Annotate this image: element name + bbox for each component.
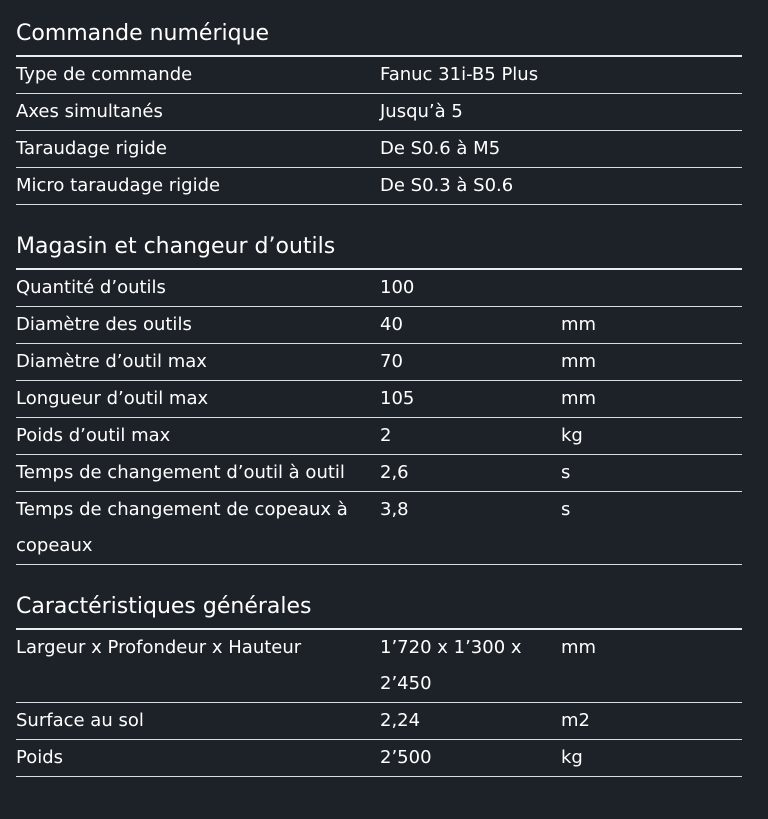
table-row — [16, 381, 742, 418]
section-title-magasin: Magasin et changeur d’outils — [16, 205, 742, 270]
spec-sheet — [16, 0, 742, 777]
row-unit: mm — [561, 314, 597, 335]
row-label: Micro taraudage rigide — [16, 175, 221, 196]
row-unit: s — [561, 462, 571, 483]
row-label: Temps de changement de copeaux à copeaux — [16, 499, 348, 556]
row-value: 2,6 — [380, 462, 409, 483]
table-row — [16, 630, 742, 703]
row-unit: mm — [561, 388, 597, 409]
row-unit: kg — [561, 425, 583, 446]
row-value: 3,8 — [380, 499, 409, 520]
row-label: Longueur d’outil max — [16, 388, 209, 409]
row-unit — [561, 131, 742, 167]
row-unit: mm — [561, 637, 597, 658]
row-label: Axes simultanés — [16, 101, 163, 122]
table-row — [16, 57, 742, 94]
row-value: 40 — [380, 314, 403, 335]
row-value: Fanuc 31i-B5 Plus — [380, 64, 539, 85]
table-row — [16, 131, 742, 168]
row-value: 105 — [380, 388, 415, 409]
row-unit — [561, 168, 742, 204]
row-label: Diamètre des outils — [16, 314, 192, 335]
row-label: Largeur x Profondeur x Hauteur — [16, 637, 302, 658]
row-value: De S0.3 à S0.6 — [380, 175, 514, 196]
row-label: Type de commande — [16, 64, 193, 85]
table-row — [16, 168, 742, 205]
table-row — [16, 270, 742, 307]
row-unit — [561, 57, 742, 93]
row-value: 2,24 — [380, 710, 421, 731]
row-value: De S0.6 à M5 — [380, 138, 501, 159]
row-label: Surface au sol — [16, 710, 144, 731]
row-label: Taraudage rigide — [16, 138, 167, 159]
row-unit: m2 — [561, 710, 590, 731]
row-label: Quantité d’outils — [16, 277, 166, 298]
row-unit: s — [561, 499, 571, 520]
row-value: 70 — [380, 351, 403, 372]
row-value: 2’500 — [380, 747, 432, 768]
table-row — [16, 455, 742, 492]
table-row — [16, 492, 742, 565]
row-label: Poids d’outil max — [16, 425, 171, 446]
row-label: Poids — [16, 747, 64, 768]
row-value: 100 — [380, 277, 415, 298]
section-title-caracteristiques: Caractéristiques générales — [16, 565, 742, 630]
row-label: Diamètre d’outil max — [16, 351, 207, 372]
table-row — [16, 94, 742, 131]
row-label: Temps de changement d’outil à outil — [16, 462, 345, 483]
row-unit: kg — [561, 747, 583, 768]
row-value: 1’720 x 1’300 x 2’450 — [380, 637, 522, 694]
row-unit — [561, 270, 742, 306]
row-value: 2 — [380, 425, 392, 446]
row-value: Jusqu’à 5 — [380, 101, 463, 122]
row-unit — [561, 94, 742, 130]
table-row — [16, 418, 742, 455]
table-row — [16, 703, 742, 740]
table-row — [16, 740, 742, 777]
table-row — [16, 344, 742, 381]
table-row — [16, 307, 742, 344]
section-title-commande: Commande numérique — [16, 0, 742, 57]
row-unit: mm — [561, 351, 597, 372]
